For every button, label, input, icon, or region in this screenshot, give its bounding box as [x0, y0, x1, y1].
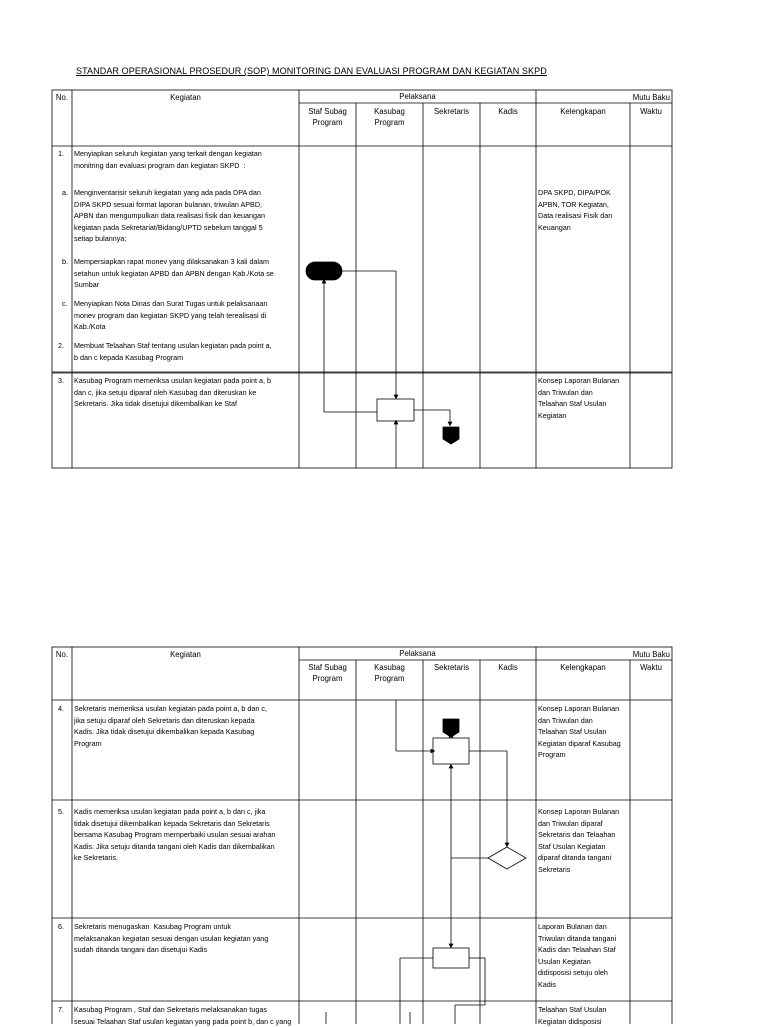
row-no: 4. — [58, 704, 64, 713]
flow-process-box-sekretaris-4 — [433, 738, 469, 764]
flowchart-1 — [306, 262, 459, 468]
row-no: 3. — [58, 376, 64, 385]
row-kelengkapan: Telaahan Staf Usulan Kegiatan didisposisi — [538, 1005, 607, 1026]
header-mutu-baku: Mutu Baku — [632, 93, 670, 102]
row-kelengkapan: Konsep Laporan Bulanan dan Triwulan dan Telaahan Staf Usulan Kegiatan — [538, 376, 620, 420]
row-kelengkapan: Laporan Bulanan dan Triwulan ditanda tangani Kadis dan Telaahan Staf Usulan Kegiatan didisposisi setuju oleh Kadis — [538, 922, 617, 989]
header-staf: Staf Subag Program — [308, 107, 347, 127]
header-kadis: Kadis — [498, 107, 518, 116]
row-kegiatan: Kadis memeriksa usulan kegiatan pada point a, b dan c, jika tidak disetujui dikembalikan kepada Sekretaris dan Sekretaris bersama Kasubag Program memperbaiki usulan sesuai arahan Kadis. Jika setuju ditanda tangani oleh Kadis dan dikembalikan ke Sekretaris. — [74, 807, 276, 862]
row-no: 2. — [58, 341, 64, 350]
header-staf: Staf Subag Program — [308, 663, 347, 683]
header-kegiatan: Kegiatan — [170, 650, 201, 659]
row-kegiatan: Menyiapkan seluruh kegiatan yang terkait dengan kegiatan monitring dan evaluasi program dan kegiatan SKPD : — [74, 149, 262, 170]
row-kegiatan: Sekretaris memeriksa usulan kegiatan pada point a, b dan c, jika setuju diparaf oleh Sekretaris dan diteruskan kepada Kadis. Jika tidak disetujui dikembalikan kepada Kasubag Program — [74, 704, 267, 748]
header-kegiatan: Kegiatan — [170, 93, 201, 102]
row-no: 6. — [58, 922, 64, 931]
row-kegiatan: Kasubag Program , Staf dan Sekretaris melaksanakan tugas sesuai Telaahan Staf usulan kegiatan yang pada point b, dan c yang — [74, 1005, 292, 1026]
header-no: No. — [55, 650, 69, 659]
flow-decision-diamond — [488, 847, 526, 869]
header-pelaksana: Pelaksana — [399, 92, 436, 101]
row-no: 1. — [58, 149, 64, 158]
row-kelengkapan: Konsep Laporan Bulanan dan Triwulan dan Telaahan Staf Usulan Kegiatan diparaf Kasubag Program — [538, 704, 621, 759]
header-sekretaris: Sekretaris — [433, 107, 470, 116]
row-kelengkapan: DPA SKPD, DIPA/POK APBN, TOR Kegiatan, Data realisasi Fisik dan Keuangan — [538, 188, 613, 232]
header-kelengkapan: Kelengkapan — [560, 107, 606, 116]
header-no: No. — [55, 93, 69, 102]
flow-start-terminator — [306, 262, 342, 280]
row-kegiatan: Membuat Telaahan Staf tentang usulan kegiatan pada point a, b dan c kepada Kasubag Program — [74, 341, 272, 362]
row-no: c. — [62, 299, 68, 308]
flow-offpage-connector — [443, 427, 459, 444]
header-waktu: Waktu — [640, 107, 662, 116]
row-kelengkapan: Konsep Laporan Bulanan dan Triwulan diparaf Sekretaris dan Telaahan Staf Usulan Kegiatan diparaf ditanda tangani Sekretaris — [538, 807, 620, 874]
row-no: 7. — [58, 1005, 64, 1014]
row-no: b. — [62, 257, 68, 266]
header-waktu: Waktu — [640, 663, 662, 672]
row-kegiatan: Menginventarisir seluruh kegiatan yang ada pada DPA dan DIPA SKPD sesuai format laporan bulanan, triwulan APBD, APBN dan mengumpulkan data realisasi fisik dan keuangan kegiatan pada Sekretariat/Bidang/UPTD sebelum tanggal 5 setiap bulannya; — [74, 188, 265, 243]
row-kegiatan: Sekretaris menugaskan Kasubag Program untuk melaksanakan kegiatan sesuai dengan usulan kegiatan yang sudah ditanda tangani dan disetujui Kadis — [74, 922, 269, 954]
flow-process-box-kasubag — [377, 399, 414, 421]
row-kegiatan: Menyiapkan Nota Dinas dan Surat Tugas untuk pelaksanaan monev program dan kegiatan SKPD yang telah terealisasi di Kab./Kota — [74, 299, 268, 331]
header-kelengkapan: Kelengkapan — [560, 663, 606, 672]
row-kegiatan: Kasubag Program memeriksa usulan kegiatan pada point a, b dan c, jika setuju diparaf oleh Kasubag dan diteruskan ke Sekretaris. Jika tidak disetujui dikembalikan ke Staf — [74, 376, 271, 408]
row-no: 5. — [58, 807, 64, 816]
header-sekretaris: Sekretaris — [433, 663, 470, 672]
header-kadis: Kadis — [498, 663, 518, 672]
flow-offpage-connector-2 — [443, 719, 459, 737]
header-mutu-baku: Mutu Baku — [632, 650, 670, 659]
row-no: a. — [62, 188, 68, 197]
flow-process-box-sekretaris-6 — [433, 948, 469, 968]
header-kasubag: Kasubag Program — [374, 663, 405, 683]
row-kegiatan: Mempersiapkan rapat monev yang dilaksanakan 3 kali dalam setahun untuk kegiatan APBD dan APBN dengan Kab./Kota se Sumbar — [74, 257, 274, 289]
document-title: STANDAR OPERASIONAL PROSEDUR (SOP) MONITORING DAN EVALUASI PROGRAM DAN KEGIATAN SKPD — [76, 66, 547, 76]
header-pelaksana: Pelaksana — [399, 649, 436, 658]
header-kasubag: Kasubag Program — [374, 107, 405, 127]
